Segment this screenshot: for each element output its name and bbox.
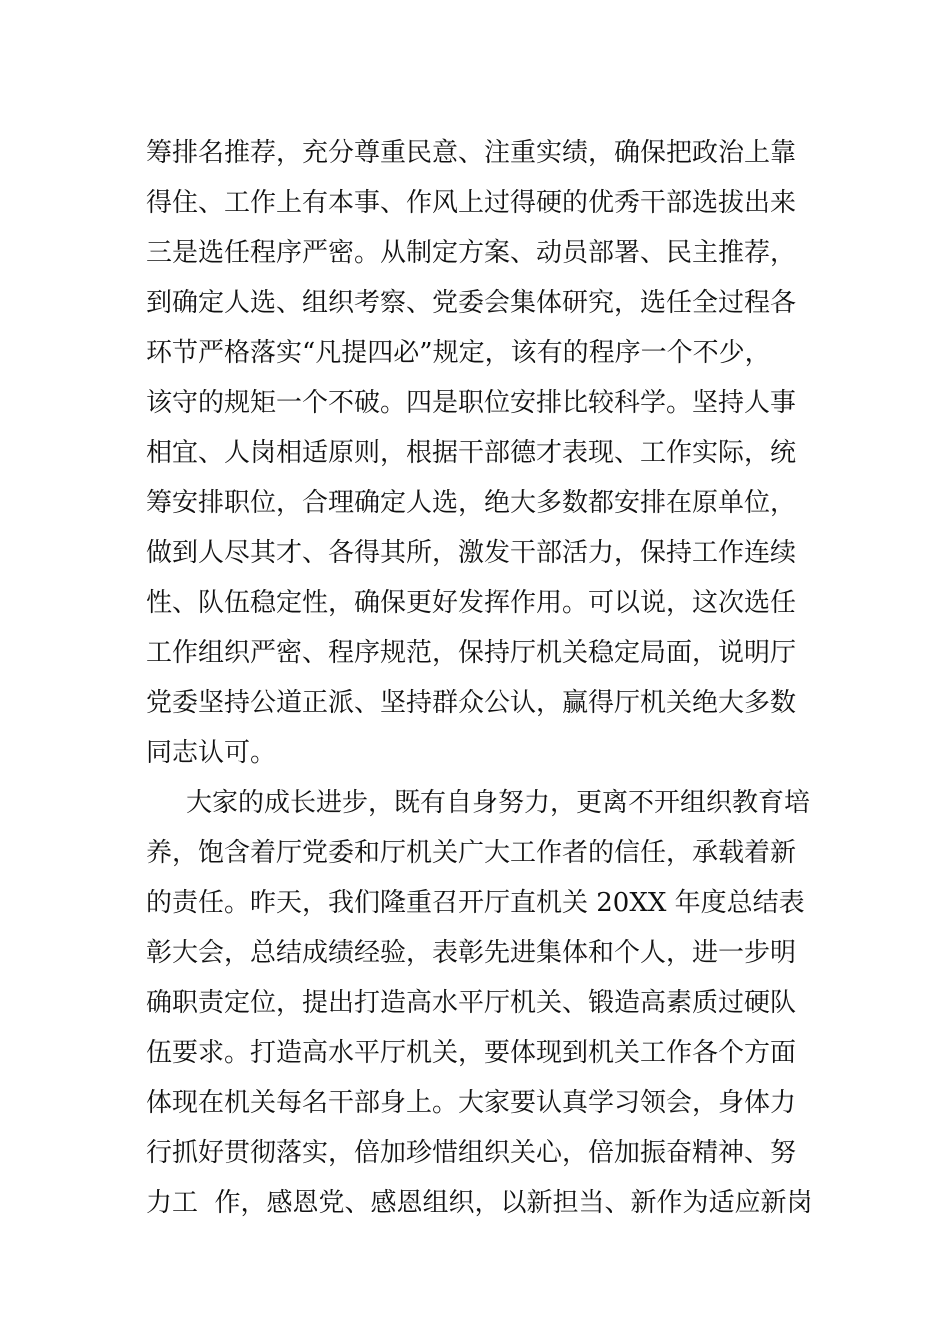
text-line: 的责任。昨天，我们隆重召开厅直机关 20XX 年度总结表 [146, 888, 805, 918]
text-line: 养，饱含着厅党委和厅机关广大工作者的信任，承载着新 [146, 838, 797, 868]
text-line: 到确定人选、组织考察、党委会集体研究，选任全过程各 [146, 288, 797, 318]
paragraph-2 [146, 778, 818, 1228]
text-line: 大家的成长进步，既有自身努力，更离不开组织教育培 [186, 788, 811, 818]
text-line: 行抓好贯彻落实，倍加珍惜组织关心，倍加振奋精神、努 [146, 1138, 797, 1168]
text-line: 该守的规矩一个不破。四是职位安排比较科学。坚持人事 [146, 388, 797, 418]
text-line: 性、队伍稳定性，确保更好发挥作用。可以说，这次选任 [146, 588, 797, 618]
text-line: 筹安排职位，合理确定人选，绝大多数都安排在原单位， [146, 488, 797, 518]
text-line: 力工 作，感恩党、感恩组织，以新担当、新作为适应新岗 [146, 1188, 813, 1218]
text-line: 工作组织严密、程序规范，保持厅机关稳定局面，说明厅 [146, 638, 797, 668]
text-line: 党委坚持公道正派、坚持群众公认，赢得厅机关绝大多数 [146, 688, 797, 718]
text-line: 彰大会，总结成绩经验，表彰先进集体和个人，进一步明 [146, 938, 797, 968]
text-line: 确职责定位，提出打造高水平厅机关、锻造高素质过硬队 [146, 988, 797, 1018]
text-line: 体现在机关每名干部身上。大家要认真学习领会，身体力 [146, 1088, 797, 1118]
text-line: 三是选任程序严密。从制定方案、动员部署、民主推荐， [146, 238, 797, 268]
paragraph-1 [146, 128, 818, 778]
text-line: 做到人尽其才、各得其所，激发干部活力，保持工作连续 [146, 538, 797, 568]
text-line: 得住、工作上有本事、作风上过得硬的优秀干部选拔出来 [146, 188, 797, 218]
text-line: 同志认可。 [146, 738, 277, 768]
text-line: 伍要求。打造高水平厅机关，要体现到机关工作各个方面 [146, 1038, 797, 1068]
text-line: 环节严格落实“凡提四必”规定，该有的程序一个不少， [146, 338, 771, 368]
document-body [146, 128, 818, 1228]
text-line: 相宜、人岗相适原则，根据干部德才表现、工作实际，统 [146, 438, 797, 468]
text-line: 筹排名推荐，充分尊重民意、注重实绩，确保把政治上靠 [146, 138, 797, 168]
